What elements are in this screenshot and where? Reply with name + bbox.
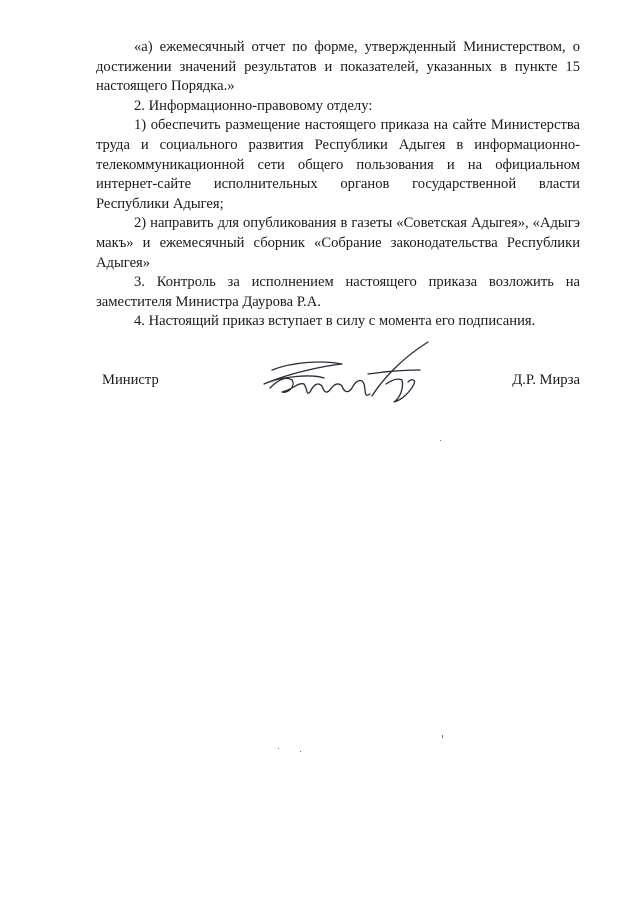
paragraph-publish-website: 1) обеспечить размещение настоящего приказа на сайте Министерства труда и социального развития Республики Адыгея в информационно-телекоммуникационной сети общего пользования и на официальном интернет-сайте исполнительных органов государственной власти Республики Адыгея; bbox=[96, 117, 580, 212]
scan-speck bbox=[440, 440, 441, 441]
document-body bbox=[96, 38, 580, 332]
signature-block bbox=[96, 372, 580, 392]
paragraph-legal-department: 2. Информационно-правовому отделу: bbox=[134, 97, 373, 114]
paragraph-control: 3. Контроль за исполнением настоящего приказа возложить на заместителя Министра Даурова Р.А. bbox=[96, 274, 580, 310]
paragraph-effective-date: 4. Настоящий приказ вступает в силу с момента его подписания. bbox=[134, 313, 536, 330]
position-title: Министр bbox=[102, 372, 159, 388]
scan-speck bbox=[442, 735, 443, 738]
signer-name: Д.Р. Мирза bbox=[512, 372, 580, 388]
paragraph-publish-newspapers: 2) направить для опубликования в газеты «Советская Адыгея», «Адыгэ макъ» и ежемесячный сборник «Собрание законодательства Республики Адыгея» bbox=[96, 215, 580, 271]
paragraph-report-form: «а) ежемесячный отчет по форме, утвержденный Министерством, о достижении значений результатов и показателей, указанных в пункте 15 настоящего Порядка.» bbox=[96, 39, 580, 95]
scan-speck bbox=[300, 751, 301, 752]
scan-speck bbox=[278, 748, 279, 749]
